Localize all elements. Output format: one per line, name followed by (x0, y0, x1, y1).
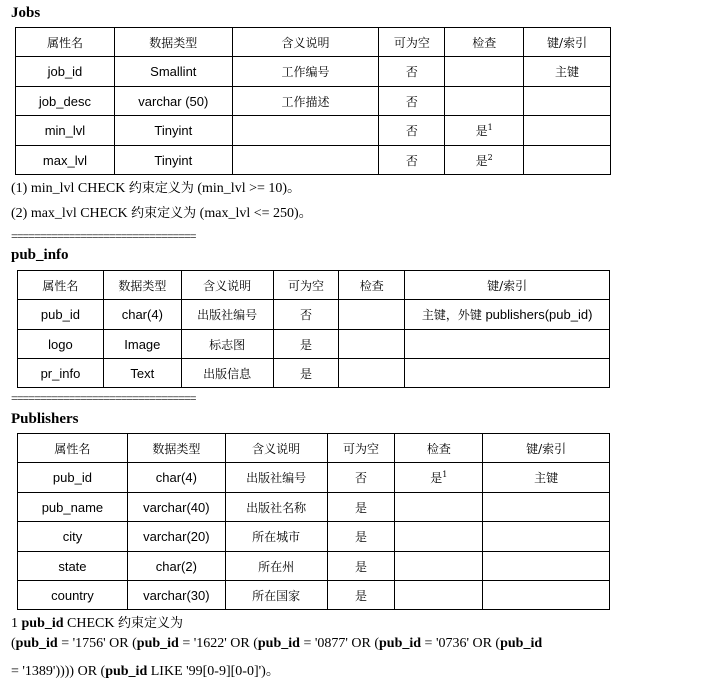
cell-check-sup: 2 (487, 152, 493, 162)
cell-name: job_desc (16, 87, 115, 116)
cell-key (483, 552, 610, 581)
pub-info-header-check: 检查 (339, 271, 405, 300)
cell-name: job_id (16, 57, 115, 87)
table-row (18, 359, 610, 388)
jobs-note-2 (11, 202, 313, 222)
cell-name: min_lvl (16, 116, 115, 146)
cell-nullable: 是 (273, 359, 339, 388)
cell-type: char(4) (127, 463, 225, 493)
note-bold: pub_id (379, 636, 422, 651)
note-cn: 约束定义为 (118, 616, 184, 631)
note-text: = '1389')))) OR ( (11, 664, 106, 679)
note-suffix: (min_lvl >= 10)。 (193, 181, 302, 196)
publishers-note-1 (11, 612, 183, 632)
note-text: = '1756' OR ( (57, 636, 137, 651)
note-prefix: 1 (11, 616, 22, 631)
cell-desc: 出版信息 (181, 359, 273, 388)
cell-key (483, 581, 610, 610)
cell-check-text: 是 (430, 471, 443, 485)
table-row (16, 57, 611, 87)
cell-type: varchar(30) (127, 581, 225, 610)
cell-name: state (18, 552, 128, 581)
note-text: ( (11, 636, 16, 651)
cell-check-sup: 1 (487, 123, 493, 132)
note-text: = '1622' OR ( (178, 636, 258, 651)
note-cn: 约束定义为 (131, 206, 197, 221)
cell-check (445, 87, 524, 116)
publishers-header-type: 数据类型 (127, 434, 225, 463)
cell-check-text: 是 (475, 124, 488, 138)
cell-key (405, 300, 610, 330)
publishers-header-check: 检查 (395, 434, 483, 463)
jobs-header-desc: 含义说明 (232, 28, 379, 57)
publishers-note-3 (11, 660, 280, 680)
note-prefix: (2) max_lvl CHECK (11, 206, 132, 221)
cell-desc: 所在国家 (225, 581, 327, 610)
cell-key: 主键 (524, 57, 611, 87)
cell-nullable: 否 (379, 146, 445, 175)
table-row (16, 146, 611, 175)
cell-key (405, 359, 610, 388)
note-suffix: (max_lvl <= 250)。 (196, 206, 313, 221)
note-text: 。 (265, 664, 280, 679)
jobs-header-type: 数据类型 (114, 28, 232, 57)
cell-check (395, 581, 483, 610)
note-bold: pub_id (15, 636, 58, 651)
cell-check (395, 522, 483, 552)
pub-info-header-key: 键/索引 (405, 271, 610, 300)
cell-name: pub_id (18, 463, 128, 493)
cell-check (445, 146, 524, 175)
cell-type: char(2) (127, 552, 225, 581)
publishers-header-nullable: 可为空 (327, 434, 395, 463)
cell-key (405, 330, 610, 359)
jobs-header-check: 检查 (445, 28, 524, 57)
cell-type: Tinyint (114, 116, 232, 146)
cell-name: pub_id (18, 300, 104, 330)
table-row (18, 330, 610, 359)
pub-info-header-nullable: 可为空 (273, 271, 339, 300)
separator-line: ================================ (11, 391, 196, 405)
cell-type: Tinyint (114, 146, 232, 175)
cell-check (445, 57, 524, 87)
cell-key (483, 522, 610, 552)
cell-nullable: 是 (327, 493, 395, 522)
cell-nullable: 否 (327, 463, 395, 493)
table-row (16, 87, 611, 116)
cell-key: 主键 (483, 463, 610, 493)
separator-line: ================================ (11, 229, 196, 243)
publishers-header-name: 属性名 (18, 434, 128, 463)
cell-type: varchar(40) (127, 493, 225, 522)
cell-type: varchar (50) (114, 87, 232, 116)
pub-info-title: pub_info (11, 247, 69, 263)
table-row (18, 522, 610, 552)
cell-desc: 所在州 (225, 552, 327, 581)
cell-name: pr_info (18, 359, 104, 388)
cell-desc: 工作编号 (232, 57, 379, 87)
pub-info-header-name: 属性名 (18, 271, 104, 300)
pub-info-header-type: 数据类型 (103, 271, 181, 300)
publishers-title: Publishers (11, 411, 79, 427)
note-bold: pub_id (21, 616, 64, 631)
jobs-note-1 (11, 177, 301, 197)
cell-nullable: 否 (379, 57, 445, 87)
cell-nullable: 是 (327, 581, 395, 610)
publishers-header-key: 键/索引 (483, 434, 610, 463)
jobs-header-name: 属性名 (16, 28, 115, 57)
pub-info-header-desc: 含义说明 (181, 271, 273, 300)
cell-desc: 标志图 (181, 330, 273, 359)
cell-nullable: 否 (379, 87, 445, 116)
table-row (18, 493, 610, 522)
cell-nullable: 否 (273, 300, 339, 330)
cell-desc: 工作描述 (232, 87, 379, 116)
note-bold: pub_id (500, 636, 543, 651)
note-cn: 约束定义为 (128, 181, 194, 196)
note-text: LIKE '99[0-9][0-0]') (147, 664, 266, 679)
cell-desc (232, 116, 379, 146)
cell-check (395, 463, 483, 493)
table-row (18, 581, 610, 610)
jobs-header-nullable: 可为空 (379, 28, 445, 57)
pub-info-table (17, 270, 610, 388)
cell-check (339, 330, 405, 359)
cell-check (445, 116, 524, 146)
cell-desc: 所在城市 (225, 522, 327, 552)
cell-desc: 出版社名称 (225, 493, 327, 522)
cell-type: char(4) (103, 300, 181, 330)
note-text: = '0736' OR ( (421, 636, 501, 651)
note-bold: pub_id (257, 636, 300, 651)
publishers-table (17, 433, 610, 610)
cell-check (339, 300, 405, 330)
note-mid: CHECK (63, 616, 118, 631)
cell-key (524, 146, 611, 175)
publishers-note-2 (11, 636, 542, 652)
table-row (18, 552, 610, 581)
cell-nullable: 是 (273, 330, 339, 359)
cell-name: pub_name (18, 493, 128, 522)
cell-type: Image (103, 330, 181, 359)
cell-desc: 出版社编号 (181, 300, 273, 330)
note-bold: pub_id (105, 664, 148, 679)
note-text: = '0877' OR ( (299, 636, 379, 651)
table-row (18, 463, 610, 493)
cell-key (483, 493, 610, 522)
jobs-header-key: 键/索引 (524, 28, 611, 57)
note-bold: pub_id (136, 636, 179, 651)
cell-name: country (18, 581, 128, 610)
cell-name: logo (18, 330, 104, 359)
cell-nullable: 否 (379, 116, 445, 146)
cell-type: Smallint (114, 57, 232, 87)
cell-nullable: 是 (327, 552, 395, 581)
cell-check-text: 是 (475, 153, 488, 168)
cell-nullable: 是 (327, 522, 395, 552)
cell-check (395, 552, 483, 581)
table-row (16, 116, 611, 146)
cell-desc (232, 146, 379, 175)
cell-desc: 出版社编号 (225, 463, 327, 493)
publishers-header-desc: 含义说明 (225, 434, 327, 463)
note-prefix: (1) min_lvl CHECK (11, 181, 129, 196)
cell-check (395, 493, 483, 522)
cell-check (339, 359, 405, 388)
cell-name: max_lvl (16, 146, 115, 175)
cell-type: Text (103, 359, 181, 388)
cell-name: city (18, 522, 128, 552)
table-row (18, 300, 610, 330)
jobs-table (15, 27, 611, 175)
cell-key-cn: 主键，外键 (421, 308, 482, 322)
cell-key-en: publishers(pub_id) (481, 307, 593, 322)
cell-key (524, 87, 611, 116)
cell-key (524, 116, 611, 146)
cell-type: varchar(20) (127, 522, 225, 552)
cell-check-sup: 1 (442, 470, 448, 479)
jobs-title: Jobs (11, 5, 41, 21)
